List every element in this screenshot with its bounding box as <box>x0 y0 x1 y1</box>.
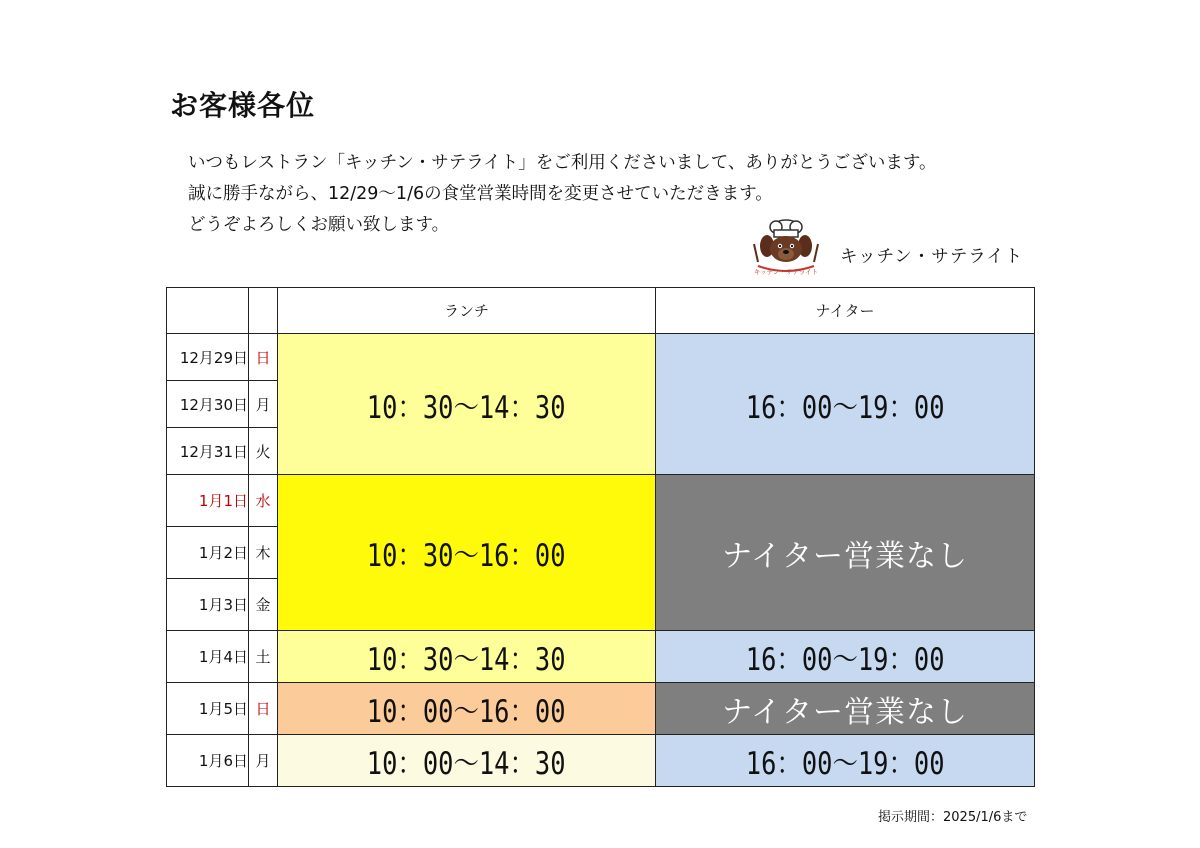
lunch-hours-cell <box>278 735 656 787</box>
night-hours-text: 16：00～19：00 <box>745 389 945 426</box>
table-row <box>167 334 1035 381</box>
dow-cell: 水 <box>249 475 278 527</box>
dow-cell: 日 <box>249 683 278 735</box>
intro-line: どうぞよろしくお願い致します。 <box>188 215 450 235</box>
date-cell: 1月2日 <box>167 527 249 579</box>
lunch-hours-text: 10：00～16：00 <box>367 694 566 730</box>
night-hours-text: 16：00～19：00 <box>745 642 945 678</box>
night-closed-cell: ナイター営業なし <box>656 683 1035 735</box>
night-hours-cell <box>656 735 1035 787</box>
header-date <box>167 288 249 334</box>
intro-line: いつもレストラン「キッチン・サテライト」をご利用くださいまして、ありがとうございます。 <box>188 153 937 173</box>
date-cell: 1月1日 <box>167 475 249 527</box>
table-header-row <box>167 288 1035 334</box>
schedule-table <box>166 287 1035 787</box>
night-hours-cell <box>656 631 1035 683</box>
date-cell: 1月3日 <box>167 579 249 631</box>
lunch-hours-cell <box>278 683 656 735</box>
dow-cell: 金 <box>249 579 278 631</box>
dow-cell: 火 <box>249 428 278 475</box>
table-row <box>167 735 1035 787</box>
night-closed-cell: ナイター営業なし <box>656 475 1035 631</box>
night-hours-text: 16：00～19：00 <box>745 746 945 782</box>
page-title: お客様各位 <box>170 89 316 122</box>
date-cell: 1月4日 <box>167 631 249 683</box>
lunch-hours-text: 10：30～14：30 <box>367 642 566 678</box>
header-night: ナイター <box>656 288 1035 334</box>
table-row <box>167 631 1035 683</box>
brand <box>748 218 1038 282</box>
dow-cell: 月 <box>249 735 278 787</box>
dow-cell: 日 <box>249 334 278 381</box>
date-cell: 1月6日 <box>167 735 249 787</box>
chef-dog-logo-icon <box>748 218 824 280</box>
date-cell: 1月5日 <box>167 683 249 735</box>
dow-cell: 月 <box>249 381 278 428</box>
header-dow <box>249 288 278 334</box>
lunch-hours-cell <box>278 334 656 475</box>
table-row <box>167 475 1035 527</box>
lunch-hours-text: 10：00～14：30 <box>367 746 566 782</box>
date-cell: 12月29日 <box>167 334 249 381</box>
lunch-hours-text: 10：30～16：00 <box>367 538 566 574</box>
intro-line: 誠に勝手ながら、12/29～1/6の食堂営業時間を変更させていただきます。 <box>188 184 773 204</box>
logo-text: キッチン・サテライト <box>753 268 819 276</box>
lunch-hours-cell <box>278 631 656 683</box>
posting-period-note: 掲示期間：2025/1/6まで <box>878 810 1028 825</box>
dow-cell: 土 <box>249 631 278 683</box>
lunch-hours-text: 10：30～14：30 <box>367 389 566 426</box>
header-lunch: ランチ <box>278 288 656 334</box>
night-hours-cell <box>656 334 1035 475</box>
dow-cell: 木 <box>249 527 278 579</box>
date-cell: 12月31日 <box>167 428 249 475</box>
brand-name: キッチン・サテライト <box>840 247 1024 267</box>
table-row <box>167 683 1035 735</box>
date-cell: 12月30日 <box>167 381 249 428</box>
lunch-hours-cell <box>278 475 656 631</box>
